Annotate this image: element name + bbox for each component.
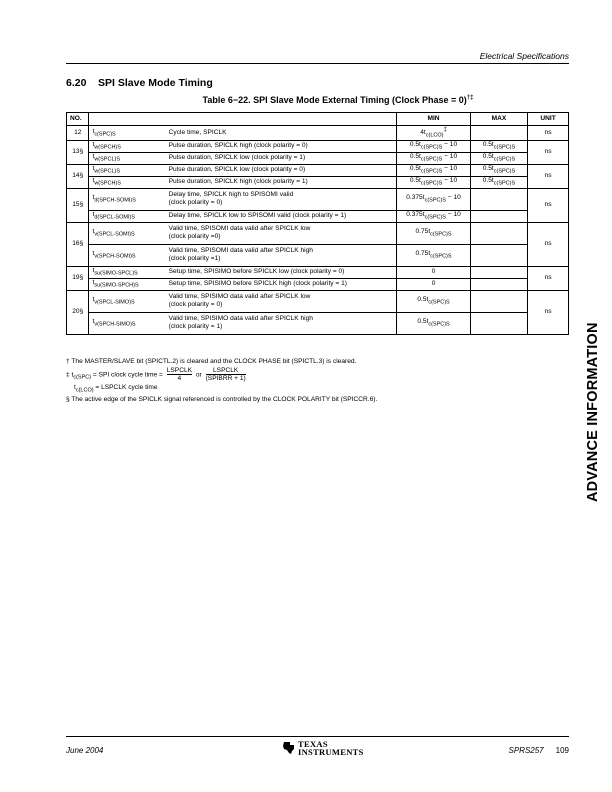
fraction-numerator: LSPCLK: [206, 367, 246, 375]
symbol-base: t: [92, 193, 95, 201]
cell-min: $0.375t_{c(SPC)S} - 10$: [397, 188, 471, 210]
cell-symbol: [89, 312, 166, 334]
symbol-base: t: [92, 295, 95, 303]
section-number: 6.20: [66, 77, 87, 89]
cell-symbol: [89, 278, 166, 290]
symbol-base: t: [92, 278, 95, 286]
header-rule: [66, 63, 569, 64]
table-row: [67, 188, 569, 210]
symbol-subscript: v(SPCH-SIMO)S: [94, 321, 136, 328]
cell-min: 0: [397, 266, 471, 278]
symbol-base: t: [92, 152, 95, 160]
symbol-base: t: [92, 140, 95, 148]
cell-max: [470, 222, 527, 244]
symbol-base: t: [92, 127, 95, 135]
cell-symbol: [89, 188, 166, 210]
cell-max: [470, 244, 527, 266]
cell-no: 16§: [67, 222, 89, 266]
cell-max: [470, 312, 527, 334]
logo-line-instruments: INSTRUMENTS: [298, 747, 364, 757]
cell-unit: ns: [528, 266, 569, 290]
cell-description: [166, 188, 397, 210]
footnote-lco: [66, 383, 569, 395]
symbol-base: t: [92, 249, 95, 257]
description-line: Pulse duration, SPICLK low (clock polarity = 1): [168, 154, 306, 161]
col-header-no: NO.: [67, 113, 89, 126]
cell-max: [470, 290, 527, 312]
footnote-ddagger-sub: c(SPC): [73, 374, 92, 381]
description-line: Setup time, SPISIMO before SPICLK low (clock polarity = 0): [168, 268, 345, 275]
description-line: Cycle time, SPICLK: [168, 128, 227, 136]
footnote-ddagger-text: = SPI clock cycle time =: [91, 371, 165, 379]
cell-unit: ns: [528, 164, 569, 188]
footer-date: June 2004: [66, 746, 104, 755]
description-line-2: (clock polarity = 0): [168, 199, 223, 206]
cell-no: 12: [67, 126, 89, 141]
description-line: Valid time, SPISIMO data valid after SPICLK low: [168, 293, 311, 300]
symbol-base: t: [92, 317, 95, 325]
cell-max: [470, 210, 527, 222]
logo-line-texas: TEXAS: [298, 739, 328, 749]
cell-symbol: [89, 140, 166, 152]
symbol-subscript: w(SPCH)S: [94, 144, 121, 151]
description-line: Valid time, SPISIMO data valid after SPICLK high: [168, 315, 313, 322]
table-row: [67, 164, 569, 176]
cell-min: $0.75t_{c(SPC)S}$: [397, 222, 471, 244]
cell-max: [470, 278, 527, 290]
symbol-subscript: w(SPCH)S: [94, 180, 121, 187]
table-row: [67, 140, 569, 152]
cell-no: 15§: [67, 188, 89, 222]
table-body: [67, 126, 569, 335]
cell-max: $0.5t_{c(SPC)S}$: [470, 176, 527, 188]
fraction-lspclk-4: [167, 367, 192, 382]
cell-min: 0: [397, 278, 471, 290]
footnote-dagger: † The MASTER/SLAVE bit (SPICTL.2) is cleared and the CLOCK PHASE bit (SPICTL.3) is cleared.: [66, 358, 357, 365]
symbol-base: t: [92, 266, 95, 274]
cell-unit: ns: [528, 222, 569, 266]
cell-symbol: [89, 176, 166, 188]
description-line: Valid time, SPISOMI data valid after SPICLK low: [168, 225, 311, 232]
footer-doc-id: SPRS257: [508, 746, 544, 755]
symbol-subscript: v(SPCL-SIMO)S: [94, 299, 135, 306]
table-row: [67, 176, 569, 188]
symbol-subscript: v(SPCH-SOMI)S: [94, 253, 136, 260]
cell-unit: ns: [528, 188, 569, 222]
col-header-unit: UNIT: [528, 113, 569, 126]
symbol-base: t: [92, 227, 95, 235]
table-row: [67, 244, 569, 266]
cell-min: $0.5t_{c(SPC)S}$: [397, 290, 471, 312]
footnote-lco-sub: c(LCO): [75, 386, 94, 393]
cell-symbol: [89, 244, 166, 266]
symbol-base: t: [92, 176, 95, 184]
table-row: [67, 152, 569, 164]
symbol-subscript: c(SPC)S: [94, 130, 116, 137]
cell-min: $0.75t_{c(SPC)S}$: [397, 244, 471, 266]
table-row: [67, 210, 569, 222]
cell-description: [166, 126, 397, 141]
symbol-subscript: w(SPCL)S: [94, 168, 120, 175]
col-header-min: MIN: [397, 113, 471, 126]
fraction-numerator: LSPCLK: [166, 367, 193, 374]
symbol-subscript: v(SPCL-SOMI)S: [94, 231, 135, 238]
cell-description: [166, 222, 397, 244]
cell-symbol: [89, 266, 166, 278]
symbol-subscript: su(SIMO-SPCL)S: [94, 270, 138, 277]
footnote-ddagger: [66, 367, 569, 383]
table-row: [67, 312, 569, 334]
fraction-lspclk-spibrr: [206, 367, 246, 382]
texas-instruments-logo: [282, 740, 364, 756]
symbol-subscript: su(SIMO-SPCH)S: [94, 282, 139, 289]
timing-table: [66, 112, 569, 335]
cell-symbol: [89, 126, 166, 141]
table-footnotes: [66, 357, 569, 405]
description-line: Pulse duration, SPICLK high (clock polarity = 1): [168, 178, 308, 185]
description-line-2: (clock polarity = 1): [168, 323, 223, 330]
table-title: [66, 95, 570, 105]
cell-no: 20§: [67, 290, 89, 334]
col-header-parameter: [89, 113, 397, 126]
cell-description: [166, 266, 397, 278]
description-line-2: (clock polarity =0): [168, 233, 221, 240]
description-line: Delay time, SPICLK high to SPISOMI valid: [168, 191, 294, 198]
description-line: Pulse duration, SPICLK low (clock polarity = 0): [168, 166, 306, 173]
symbol-subscript: d(SPCL-SOMI)S: [94, 214, 135, 221]
cell-description: [166, 164, 397, 176]
cell-unit: ns: [528, 140, 569, 164]
cell-description: [166, 140, 397, 152]
table-row: [67, 290, 569, 312]
symbol-base: t: [92, 210, 95, 218]
table-row: [67, 266, 569, 278]
cell-max: $0.5t_{c(SPC)S}$: [470, 152, 527, 164]
footnote-ddagger-prefix: ‡ t: [66, 371, 74, 379]
cell-max: $0.5t_{c(SPC)S}$: [470, 140, 527, 152]
footer-right: [509, 746, 570, 755]
cell-min: $4t_{c(LCO)}^\ddagger$: [397, 126, 471, 141]
footnote-lco-text: = LSPCLK cycle time: [93, 383, 158, 391]
cell-description: [166, 210, 397, 222]
cell-symbol: [89, 164, 166, 176]
fraction-denominator: (SPIBRR + 1): [205, 375, 246, 382]
cell-unit: ns: [528, 290, 569, 334]
cell-description: [166, 152, 397, 164]
table-row: [67, 278, 569, 290]
symbol-subscript: d(SPCH-SOMI)S: [94, 197, 136, 204]
cell-description: [166, 312, 397, 334]
cell-min: $0.5t_{c(SPC)S} - 10$: [397, 152, 471, 164]
description-line-2: (clock polarity = 0): [168, 301, 223, 308]
cell-symbol: [89, 290, 166, 312]
cell-min: $0.5t_{c(SPC)S} - 10$: [397, 140, 471, 152]
cell-symbol: [89, 222, 166, 244]
footnote-lco-sym: t: [74, 383, 76, 391]
description-line: Delay time, SPICLK low to SPISOMI valid (clock polarity = 1): [168, 212, 347, 219]
footnote-or: or: [195, 371, 202, 379]
cell-no: 13§: [67, 140, 89, 164]
cell-max: [470, 188, 527, 210]
cell-max: $0.5t_{c(SPC)S}$: [470, 164, 527, 176]
table-header-row: [67, 113, 569, 126]
cell-description: [166, 290, 397, 312]
cell-description: [166, 278, 397, 290]
section-title: [66, 77, 213, 89]
cell-symbol: [89, 210, 166, 222]
description-line: Valid time, SPISOMI data valid after SPICLK high: [168, 247, 313, 254]
cell-unit: ns: [528, 126, 569, 141]
cell-max: [470, 266, 527, 278]
page-header-title: Electrical Specifications: [479, 51, 569, 61]
advance-information-banner: ADVANCE INFORMATION: [585, 322, 601, 502]
cell-no: 14§: [67, 164, 89, 188]
section-name: SPI Slave Mode Timing: [98, 77, 213, 89]
description-line-2: (clock polarity =1): [168, 255, 221, 262]
fraction-denominator: 4: [177, 375, 182, 382]
description-line: Setup time, SPISIMO before SPICLK high (clock polarity = 1): [168, 280, 347, 287]
table-title-footnote-marks: †‡: [466, 95, 474, 101]
cell-min: $0.375t_{c(SPC)S} - 10$: [397, 210, 471, 222]
cell-description: [166, 176, 397, 188]
col-header-max: MAX: [470, 113, 527, 126]
cell-no: 19§: [67, 266, 89, 290]
cell-min: $0.5t_{c(SPC)S} - 10$: [397, 164, 471, 176]
symbol-subscript: w(SPCL)S: [94, 156, 120, 163]
footer-page-number: 109: [555, 746, 569, 755]
footnote-section: § The active edge of the SPICLK signal referenced is controlled by the CLOCK POLARITY bit (SPICCR.6).: [66, 395, 378, 403]
footer-rule: [66, 736, 569, 737]
cell-symbol: [89, 152, 166, 164]
cell-min: $0.5t_{c(SPC)S} - 10$: [397, 176, 471, 188]
ti-state-icon: [282, 741, 296, 755]
table-row: [67, 126, 569, 141]
table-row: [67, 222, 569, 244]
cell-min: $0.5t_{c(SPC)S}$: [397, 312, 471, 334]
description-line: Pulse duration, SPICLK high (clock polarity = 0): [168, 142, 308, 149]
symbol-base: t: [92, 164, 95, 172]
table-title-text: Table 6−22. SPI Slave Mode External Timing (Clock Phase = 0): [202, 95, 467, 105]
cell-description: [166, 244, 397, 266]
cell-max: [470, 126, 527, 141]
